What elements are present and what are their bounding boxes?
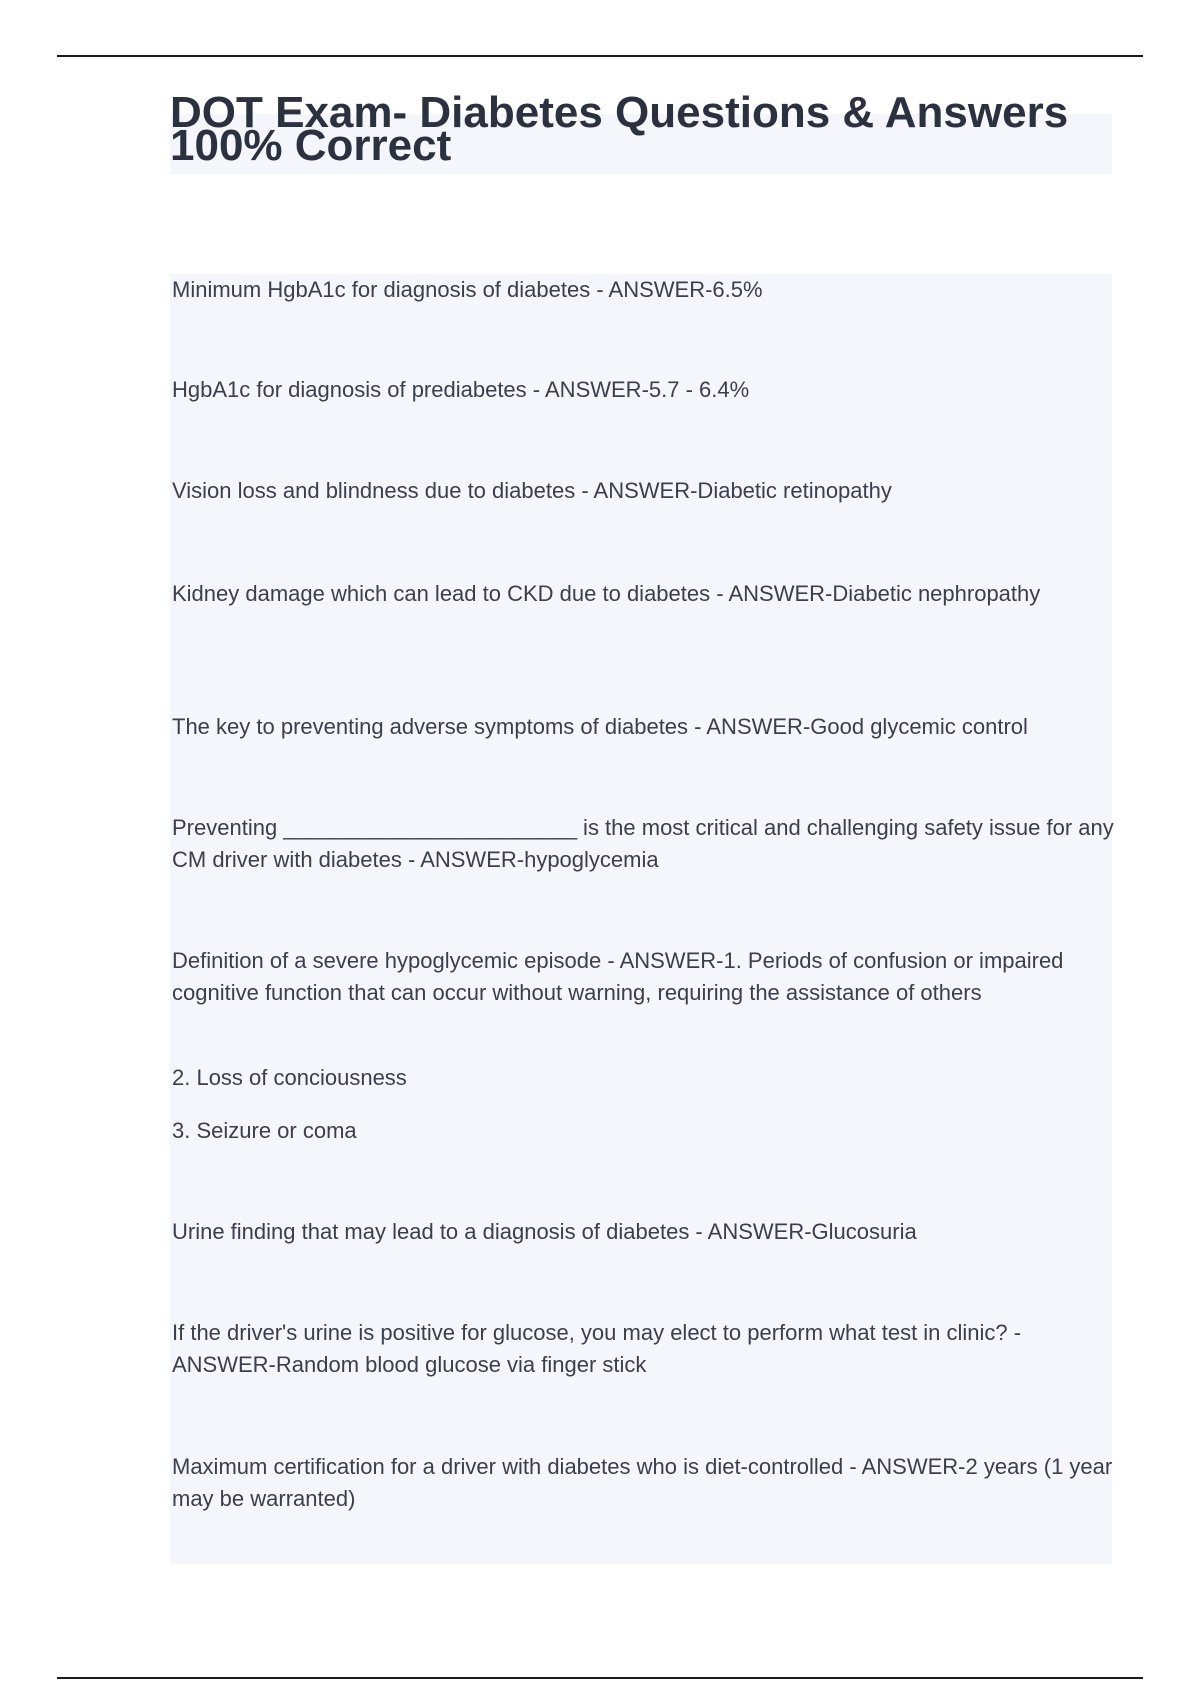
qa-item: If the driver's urine is positive for glucose, you may elect to perform what test in clinic? - ANSWER-Random blood glucose via finger stick: [172, 1320, 1022, 1377]
qa-item: 3. Seizure or coma: [172, 1118, 357, 1143]
qa-item: 2. Loss of conciousness: [172, 1065, 407, 1090]
top-rule: [57, 55, 1143, 57]
qa-item: Maximum certification for a driver with diabetes who is diet-controlled - ANSWER-2 years (1 year may be warranted): [172, 1454, 1113, 1511]
qa-item: Urine finding that may lead to a diagnosis of diabetes - ANSWER-Glucosuria: [172, 1219, 917, 1244]
qa-item: The key to preventing adverse symptoms of diabetes - ANSWER-Good glycemic control: [172, 714, 1028, 739]
qa-item: HgbA1c for diagnosis of prediabetes - ANSWER-5.7 - 6.4%: [172, 377, 750, 402]
qa-item: Minimum HgbA1c for diagnosis of diabetes - ANSWER-6.5%: [172, 277, 763, 302]
qa-item: Definition of a severe hypoglycemic episode - ANSWER-1. Periods of confusion or impaired cognitive function that can occur without warning, requiring the assistance of others: [172, 948, 1064, 1005]
bottom-rule: [57, 1677, 1143, 1679]
qa-item: Kidney damage which can lead to CKD due to diabetes - ANSWER-Diabetic nephropathy: [172, 581, 1041, 606]
qa-item: Preventing ________________________ is the most critical and challenging safety issue for any CM driver with diabetes - ANSWER-hypoglycemia: [172, 815, 1114, 872]
qa-item: Vision loss and blindness due to diabetes - ANSWER-Diabetic retinopathy: [172, 478, 892, 503]
document-title: DOT Exam- Diabetes Questions & Answers 100% Correct: [170, 88, 1069, 170]
